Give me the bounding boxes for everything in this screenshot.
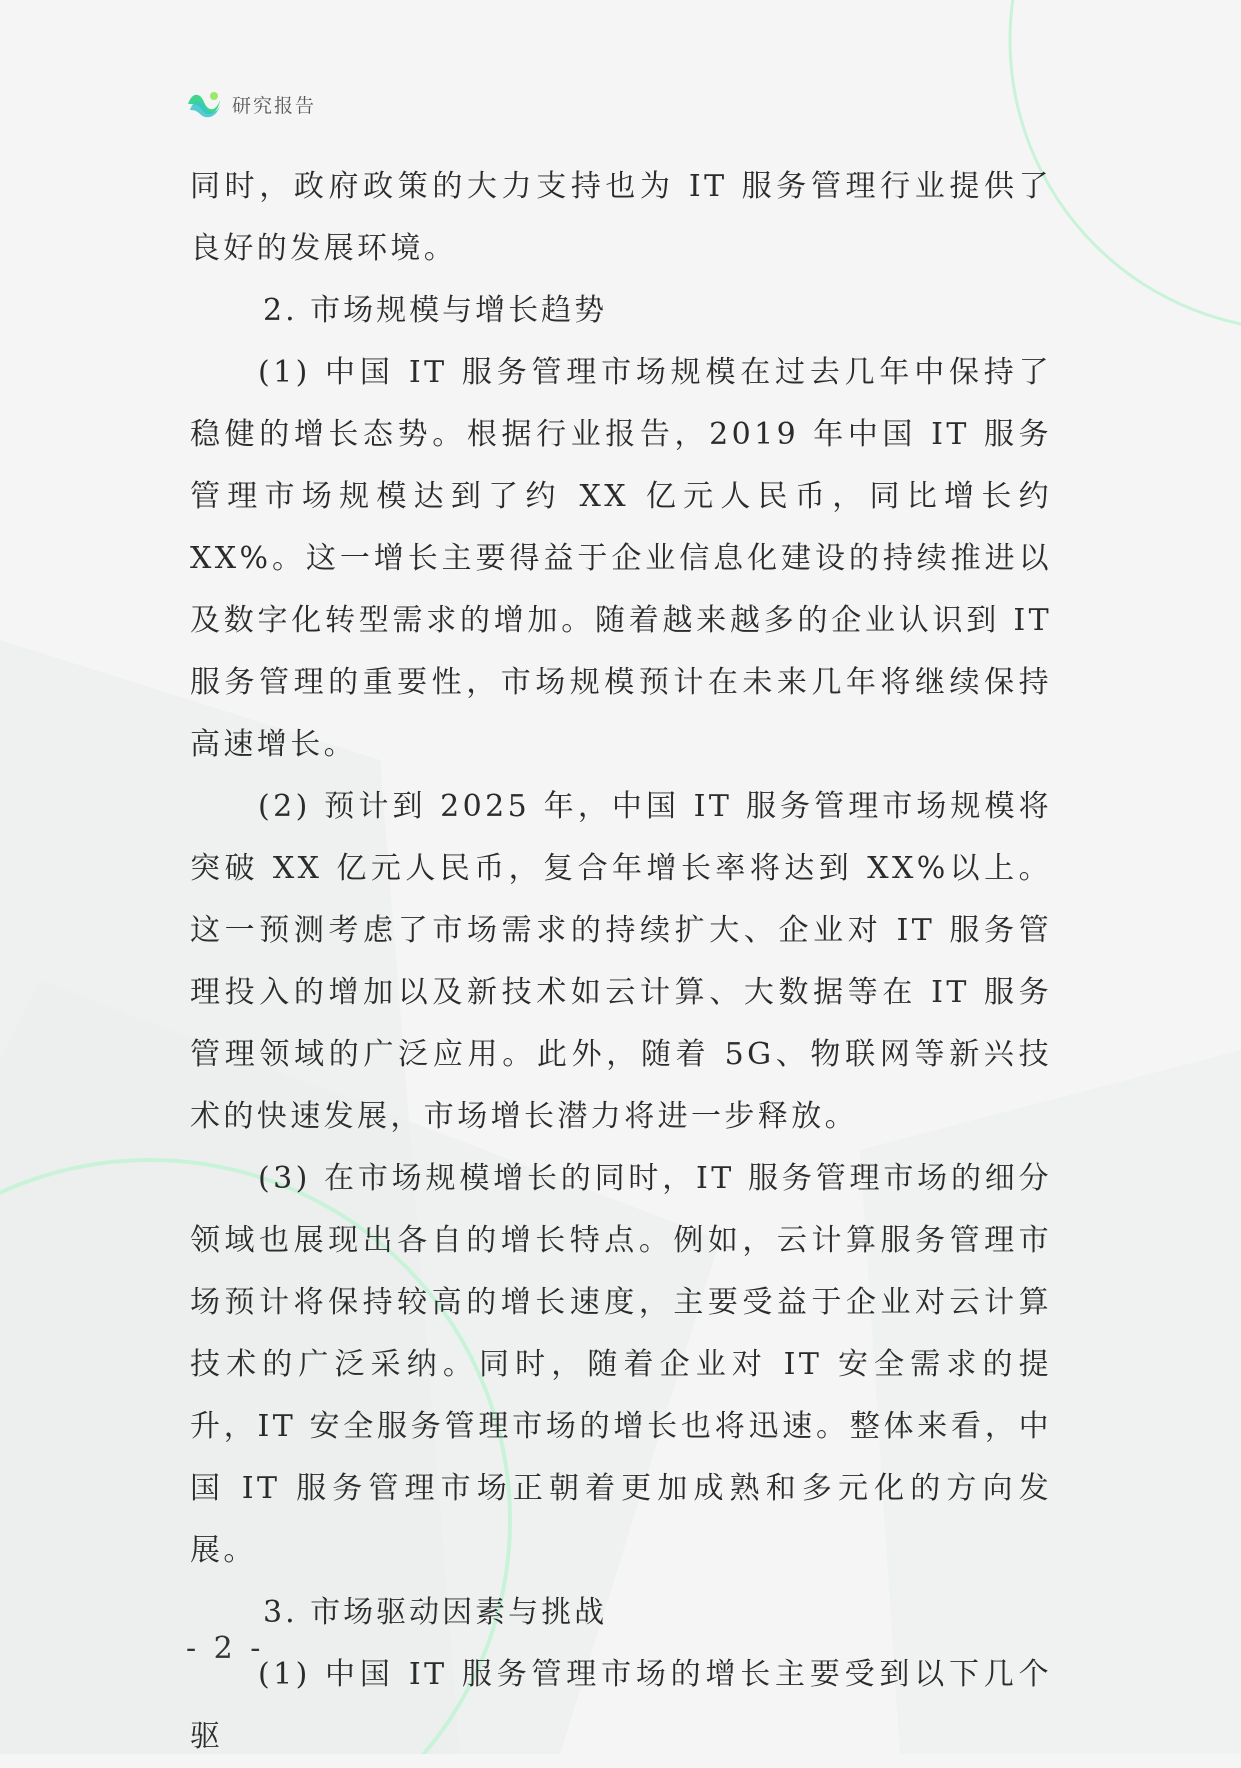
paragraph-drivers-1: (1) 中国 IT 服务管理市场的增长主要受到以下几个驱 [190,1657,1052,1754]
paragraph-market-size-3: (3) 在市场规模增长的同时，IT 服务管理市场的细分领域也展现出各自的增长特点。例如，云计算服务管理市场预计将保持较高的增长速度，主要受益于企业对云计算技术的广泛采纳。同时，随着企业对 IT 安全需求的提升，IT 安全服务管理市场的增长也将迅速。整体来看，中国 IT 服务管理市场正朝着更加成熟和多元化的方向发展。 [190,1161,1052,1568]
section-heading-drivers: 3. 市场驱动因素与挑战 [263,1595,608,1630]
section-heading-market-size: 2. 市场规模与增长趋势 [263,293,608,328]
page-number: - 2 - [186,1631,265,1666]
report-type-label: 研究报告 [232,94,317,117]
document-body [190,156,1052,1768]
paragraph-market-size-2: (2) 预计到 2025 年，中国 IT 服务管理市场规模将突破 XX 亿元人民币，复合年增长率将达到 XX%以上。这一预测考虑了市场需求的持续扩大、企业对 IT 服务管理投入的增加以及新技术如云计算、大数据等在 IT 服务管理领域的广泛应用。此外，随着 5G、物联网等新兴技术的快速发展，市场增长潜力将进一步释放。 [190,789,1052,1134]
report-logo [186,88,316,120]
brand-logo-icon [186,88,222,120]
paragraph-market-size-1: (1) 中国 IT 服务管理市场规模在过去几年中保持了稳健的增长态势。根据行业报告，2019 年中国 IT 服务管理市场规模达到了约 XX 亿元人民币，同比增长约 XX%。这一增长主要得益于企业信息化建设的持续推进以及数字化转型需求的增加。随着越来越多的企业认识到 IT 服务管理的重要性，市场规模预计在未来几年将继续保持高速增长。 [190,355,1052,762]
paragraph-intro-continuation: 同时，政府政策的大力支持也为 IT 服务管理行业提供了良好的发展环境。 [190,169,1052,266]
